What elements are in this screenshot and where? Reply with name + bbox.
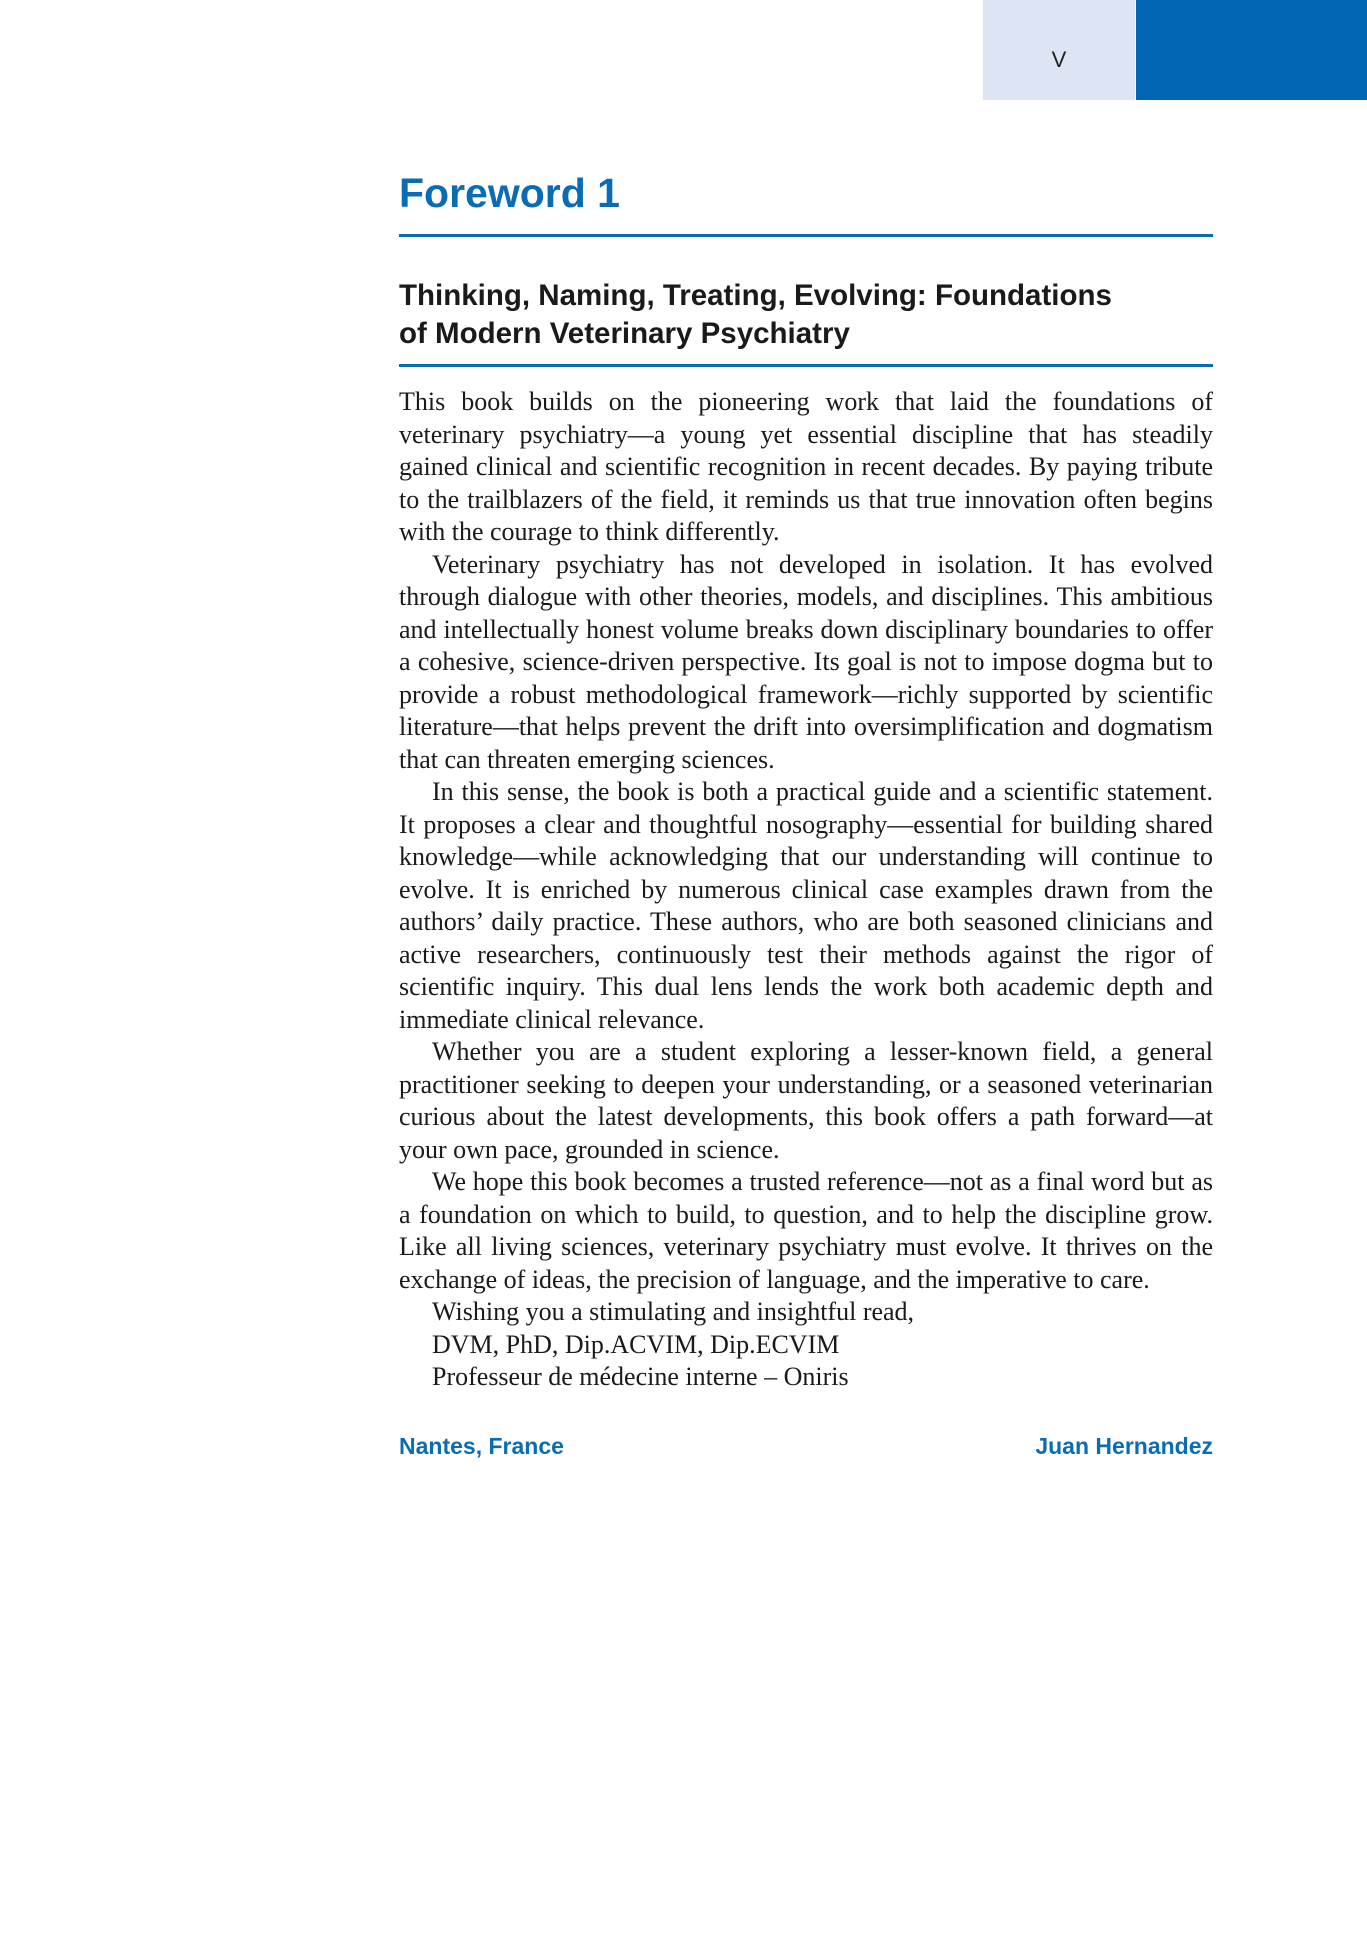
signoff-position: Professeur de médecine interne – Oniris [432,1362,849,1391]
paragraph-4: Whether you are a student exploring a lesser-known field, a general practitioner seeking to deepen your understanding, or a seasoned veterinarian curious about the latest developments, this book offers a path forward—at your own pace, grounded in science. [399,1037,1213,1164]
foreword-body [399,386,1213,1394]
subtitle-line-2: of Modern Veterinary Psychiatry [399,317,850,350]
foreword-content [399,160,1213,1461]
signoff [399,1296,1213,1394]
page-number: V [1051,47,1067,72]
paragraph-2: Veterinary psychiatry has not developed in isolation. It has evolved through dialogue with other theories, models, and disciplines. This ambitious and intellectually honest volume breaks down disciplinary boundaries to offer a cohesive, science-driven perspective. Its goal is not to impose dogma but to provide a robust methodological framework—richly supported by scientific literature—that helps prevent the drift into oversimplification and dogmatism that can threaten emerging sciences. [399,549,1213,774]
signature-row [399,1431,1213,1461]
paragraph-3: In this sense, the book is both a practical guide and a scientific statement. It proposes a clear and thoughtful nosography—essential for building shared knowledge—while acknowledging that our understanding will continue to evolve. It is enriched by numerous clinical case examples drawn from the authors’ daily practice. These authors, who are both seasoned clinicians and active researchers, continuously test their methods against the rigor of scientific inquiry. This dual lens lends the work both academic depth and immediate clinical relevance. [399,777,1213,1034]
foreword-subtitle [399,277,1213,367]
signoff-credentials: DVM, PhD, Dip.ACVIM, Dip.ECVIM [432,1329,840,1359]
page-tab-dark [1136,0,1367,100]
signoff-greeting: Wishing you a stimulating and insightful read, [432,1297,915,1326]
author-name: Juan Hernandez [1035,1432,1213,1459]
chapter-title: Foreword 1 [399,168,1213,237]
paragraph-1: This book builds on the pioneering work that laid the foundations of veterinary psychiatry—a young yet essential discipline that has steadily gained clinical and scientific recognition in recent decades. By paying tribute to the trailblazers of the field, it reminds us that true innovation often begins with the courage to think differently. [399,387,1213,546]
paragraph-5: We hope this book becomes a trusted reference—not as a final word but as a foundation on which to build, to question, and to help the discipline grow. Like all living sciences, veterinary psychiatry must evolve. It thrives on the exchange of ideas, the precision of language, and the imperative to care. [399,1167,1213,1294]
subtitle-line-1: Thinking, Naming, Treating, Evolving: Foundations [399,279,1112,312]
location: Nantes, France [399,1432,564,1459]
